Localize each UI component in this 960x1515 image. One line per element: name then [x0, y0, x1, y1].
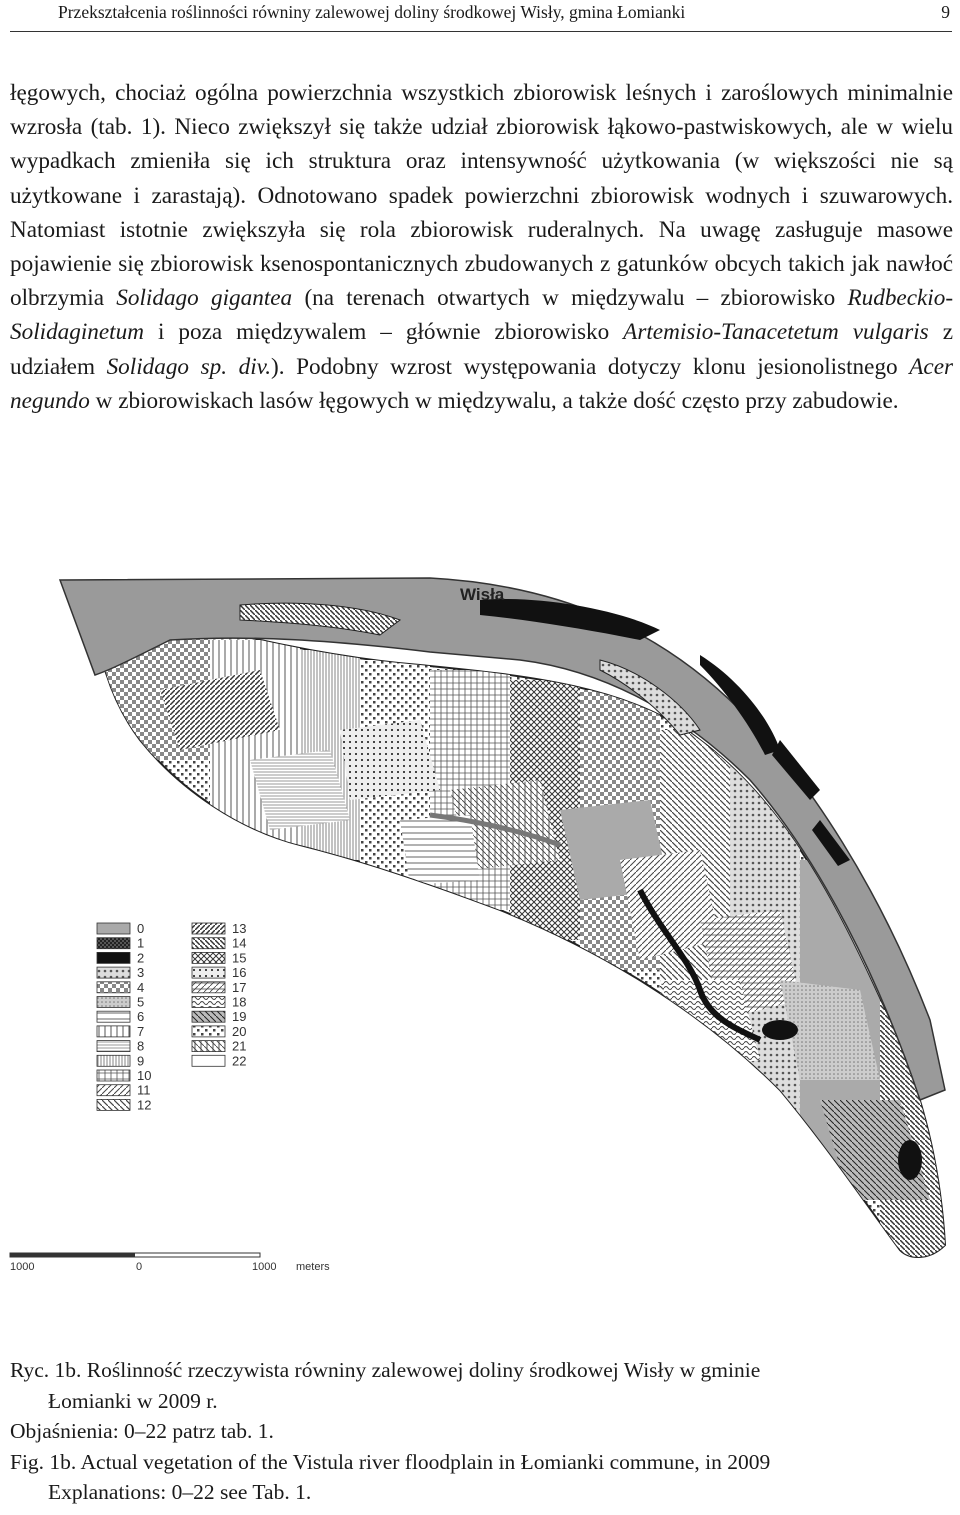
legend-item [97, 1068, 151, 1083]
legend-item [97, 936, 144, 951]
vegetation-map [0, 560, 960, 1340]
legend-item [192, 921, 246, 936]
legend-label: 5 [137, 994, 145, 1010]
body-text: ). Podobny wzrost występowania dotyczy klonu jesionolistnego [271, 353, 898, 380]
legend-swatch [97, 923, 130, 934]
legend-item [192, 1039, 246, 1054]
legend-item [97, 1024, 144, 1039]
caption-en-line2: Explanations: 0–22 see Tab. 1. [48, 1480, 312, 1504]
caption-en-line1: Fig. 1b. Actual vegetation of the Vistula river floodplain in Łomianki commune, in 2009 [10, 1449, 771, 1474]
scale-label-left: 1000 [10, 1261, 35, 1273]
legend-item [97, 995, 144, 1010]
legend-swatch [97, 1011, 130, 1022]
legend-swatch [97, 967, 130, 978]
legend-item [97, 1009, 144, 1024]
legend-swatch [192, 1041, 225, 1052]
legend-swatch [97, 982, 130, 993]
body-paragraph [10, 76, 953, 418]
species-name: Solidago gigantea [116, 285, 293, 312]
species-name: Solidago sp. div. [106, 353, 272, 380]
legend-swatch [192, 1026, 225, 1037]
legend-swatch [97, 1026, 130, 1037]
legend-label: 6 [137, 1009, 145, 1025]
legend-swatch [97, 1085, 130, 1096]
body-text: w zbiorowiskach lasów łęgowych w międzywalu, a także dość często przy zabudowie. [95, 387, 899, 414]
legend-item [97, 965, 144, 980]
scale-bar [10, 1253, 330, 1273]
caption-pl-line2: Łomianki w 2009 r. [48, 1388, 218, 1413]
legend-item [192, 995, 246, 1010]
caption-pl-line1: Ryc. 1b. Roślinność rzeczywista równiny zalewowej doliny środkowej Wisły w gminie [10, 1358, 761, 1382]
legend-swatch [192, 1011, 225, 1022]
running-title: Przekształcenia roślinności równiny zalewowej doliny środkowej Wisły, gmina Łomianki [58, 2, 686, 22]
legend-label: 7 [137, 1023, 145, 1039]
legend-label: 14 [232, 935, 247, 951]
community-name: Artemisio-Tanacetetum vulgaris [623, 319, 929, 346]
scale-label-mid: 0 [136, 1261, 143, 1273]
legend-swatch [97, 938, 130, 949]
running-header [10, 0, 952, 32]
scale-label-right: 1000 [252, 1261, 277, 1273]
legend-label: 0 [137, 921, 145, 936]
map-legend [97, 921, 246, 1112]
legend-item [97, 950, 144, 965]
legend-label: 11 [137, 1082, 151, 1098]
legend-item [97, 1053, 144, 1068]
legend-item [192, 950, 246, 965]
legend-swatch [192, 982, 225, 993]
legend-label: 17 [232, 979, 247, 995]
body-text: z udziałem [10, 319, 954, 380]
legend-item [192, 936, 246, 951]
legend-swatch [192, 1055, 225, 1066]
scale-unit: meters [296, 1261, 330, 1273]
legend-item [192, 965, 246, 980]
body-text: (na terenach otwartych w międzywalu – zbiorowisko [304, 285, 836, 312]
legend-label: 12 [137, 1097, 152, 1113]
legend-item [192, 1024, 246, 1039]
body-text: i poza międzywalem – głównie zbiorowisko [157, 319, 610, 346]
legend-swatch [97, 1055, 130, 1066]
legend-label: 20 [232, 1023, 247, 1039]
river-label: Wisła [460, 585, 505, 604]
floodplain-area [60, 578, 950, 1260]
legend-label: 10 [137, 1068, 152, 1083]
legend-label: 9 [137, 1053, 145, 1069]
species-name: Acer negundo [10, 353, 954, 414]
figure-caption [10, 1355, 955, 1508]
legend-swatch [192, 952, 225, 963]
legend-item [97, 921, 144, 936]
legend-label: 1 [137, 935, 145, 951]
caption-pl-explanation: Objaśnienia: 0–22 patrz tab. 1. [10, 1419, 274, 1443]
community-name: Rudbeckio-Solidaginetum [10, 285, 954, 346]
legend-item [97, 1083, 151, 1098]
legend-item [97, 1039, 144, 1054]
page-number: 9 [941, 2, 950, 22]
legend-label: 15 [232, 950, 247, 966]
legend-label: 8 [137, 1038, 145, 1054]
legend-label: 3 [137, 965, 145, 981]
legend-label: 21 [232, 1038, 247, 1054]
legend-label: 4 [137, 979, 145, 995]
legend-swatch [97, 997, 130, 1008]
legend-label: 13 [232, 921, 247, 936]
legend-swatch [97, 1099, 130, 1110]
legend-swatch [97, 1041, 130, 1052]
legend-label: 2 [137, 950, 145, 966]
legend-item [192, 1053, 246, 1068]
legend-item [192, 980, 246, 995]
legend-label: 16 [232, 965, 247, 981]
legend-swatch [97, 1070, 130, 1081]
legend-item [97, 980, 144, 995]
legend-swatch [192, 967, 225, 978]
legend-swatch [192, 997, 225, 1008]
legend-swatch [192, 923, 225, 934]
legend-label: 18 [232, 994, 247, 1010]
body-text: łęgowych, chociaż ogólna powierzchnia wszystkich zbiorowisk leśnych i zaroślowych minimalnie wzrosła (tab. 1). Nieco zwiększył się także udział zbiorowisk łąkowo-pastwiskowych, ale w wielu wypadkach zmieniła się ich struktura oraz intensywność użytkowania (w większości nie są użytkowane i zarastają). Odnotowano spadek powierzchni zbiorowisk wodnych i szuwarowych. Natomiast istotnie zwiększyła się rola zbiorowisk ruderalnych. Na uwagę zasługuje masowe pojawienie się zbiorowisk ksenospontanicznych zbudowanych z gatunków obcych takich jak nawłoć olbrzymia [10, 80, 953, 312]
legend-item [192, 1009, 246, 1024]
legend-swatch [192, 938, 225, 949]
legend-label: 22 [232, 1053, 247, 1069]
legend-label: 19 [232, 1009, 247, 1025]
legend-swatch [97, 952, 130, 963]
legend-item [97, 1097, 151, 1112]
